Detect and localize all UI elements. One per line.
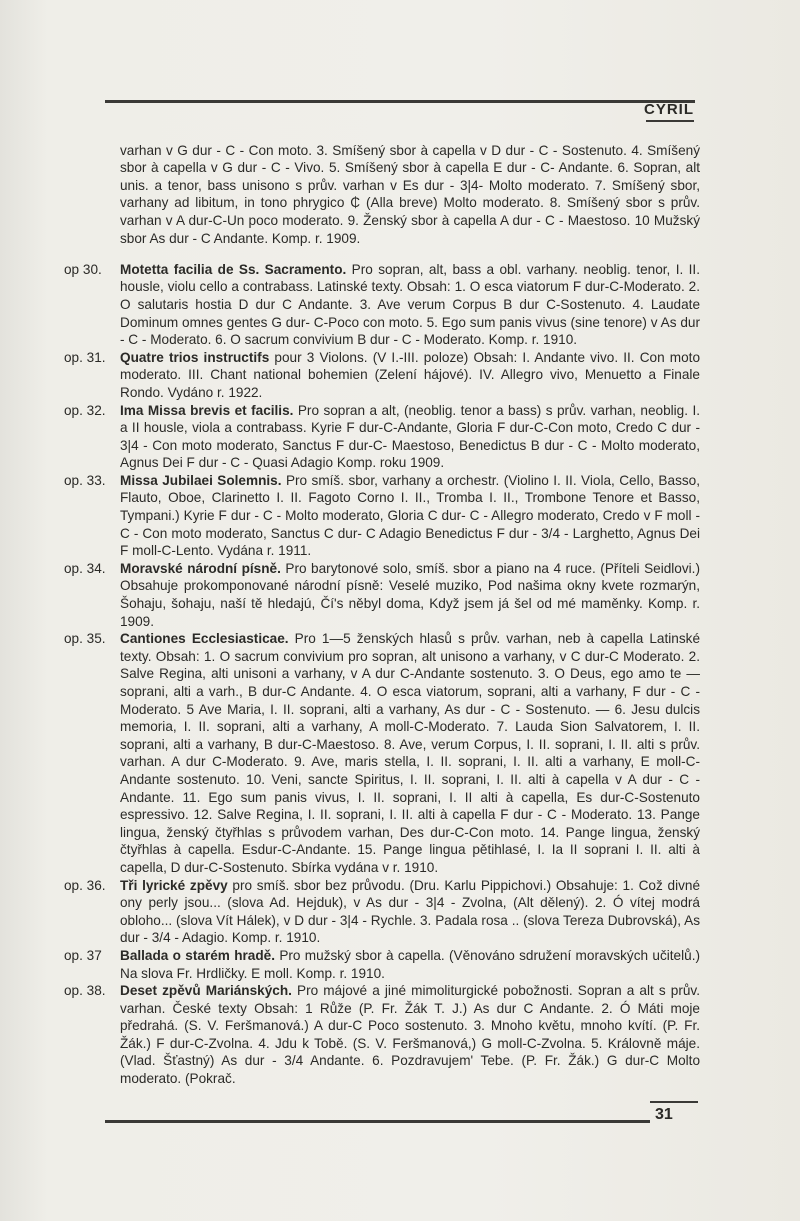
opus-description [120, 947, 700, 982]
opus-entry [64, 982, 700, 1088]
opus-entry [64, 560, 700, 630]
opus-description [120, 261, 700, 349]
catalog-text [64, 128, 700, 1088]
opus-title: Tři lyrické zpěvy [120, 877, 228, 893]
footer-short-rule [650, 1101, 698, 1103]
opus-details: pro smíš. sbor bez průvodu. (Dru. Karlu Pippichovi.) Obsahuje: 1. Což divné ony perly jsou... (slova Ad. Hejduk), v As dur - 3|4 - Zvolna, (Alt dělený). 2. Ó vítej modrá obloho... (slova Vít Hálek), v D dur - 3|4 - Rychle. 3. Padala rosa .. (slova Tereza Dubrovská), As dur - 3/4 - Adagio. Komp. r. 1910. [120, 877, 701, 946]
opus-number: op. 33. [64, 472, 106, 488]
opus-details: Pro mužský sbor à capella. (Věnováno sdružení moravských učitelů.) Na slova Fr. Hrdličky. E moll. Komp. r. 1910. [120, 947, 700, 981]
opus-number: op. 31. [64, 349, 106, 365]
continued-paragraph: varhan v G dur - C - Con moto. 3. Smíšený sbor à capella v D dur - C - Sostenuto. 4. Smíšený sbor à capella v G dur - C - Vivo. 5. Smíšený sbor à capella E dur - C- Andante. 6. Sopran, alt unis. a tenor, bass unisono s prův. varhan v Es dur - 3|4- Molto moderato. 7. Smíšený sbor, varhany ad libitum, in tono phrygico ₵ (Alla breve) Molto moderato. 8. Smíšený sbor s prův. varhan v A dur-C-Un poco moderato. 9. Ženský sbor à capella A dur - C - Maestoso. 10 Mužský sbor As dur - C Andante. Komp. r. 1909. [120, 142, 700, 246]
opus-number: op. 32. [64, 402, 106, 418]
opus-details: pour 3 Violons. (V I.-III. poloze) Obsah: I. Andante vivo. II. Con moto moderato. III. Chant national bohemien (Zelení hájové). IV. Allegro vivo, Menuetto a Finale Rondo. Vydáno r. 1922. [120, 349, 700, 400]
opus-number: op. 37 [64, 947, 102, 963]
opus-title: Ballada o starém hradě. [120, 947, 276, 963]
opus-title: Motetta facilia de Ss. Sacramento. [120, 261, 347, 277]
opus-details: Pro 1—5 ženských hlasů s prův. varhan, neb à capella Latinské texty. Obsah: 1. O sacrum convivium pro sopran, alt unisono a varhany, v C dur-C Moderato. 2. Salve Regina, alti unisoni a varhany, v A dur C-Andante sostenuto. 3. O Deus, ego amo te — soprani, alti a varh., B dur-C Andante. 4. O esca viatorum, soprani, alti a varhany, F dur - C - Moderato. 5 Ave Maria, I. II. soprani, alti a varhany, As dur - C - Sostenuto. — 6. Jesu dulcis memoria, I. II. soprani, alti a varhany, A moll-C-Moderato. 7. Lauda Sion Salvatorem, I. II. soprani, alti a varhany, B dur-C-Maestoso. 8. Ave, verum Corpus, I. II. soprani, I. II. alti s prův. varhan. A dur C-Moderato. 9. Ave, maris stella, I. II. soprani, I. II. alti a varhany, E moll-C-Andante sostenuto. 10. Veni, sancte Spiritus, I. II. soprani, I. II. alti à capella v A dur - C - Andante. 11. Ego sum panis vivus, I. II. soprani, I. II alti à capella, Es dur-C-Sostenuto espressivo. 12. Salve Regina, I. II. soprani, I. II. alti à capella F dur - C - Moderato. 13. Pange lingua, ženský čtyřhlas s průvodem varhan, Des dur-C-Con moto. 14. Pange lingua, ženský čtyřhlas à capella. Esdur-C-Andante. 15. Pange lingua pětihlasé, I. Ia II soprani I. II. alti à capella, D dur-C-Sostenuto. Sbírka vydána v r. 1910. [120, 631, 701, 875]
opus-entry [64, 947, 700, 982]
opus-title: Moravské národní písně. [120, 560, 281, 576]
opus-entry [64, 630, 700, 876]
opus-title: Missa Jubilaei Solemnis. [120, 472, 282, 488]
opus-description [120, 982, 700, 1088]
opus-entry [64, 261, 700, 349]
opus-details: Pro sopran, alt, bass a obl. varhany. neoblig. tenor, I. II. housle, violu cello a contrabass. Latinské texty. Obsah: 1. O esca viatorum F dur-C-Moderato. 2. O salutaris hostia D dur C Andante. 3. Ave verum Corpus B dur C-Sostenuto. 4. Laudate Dominum omnes gentes G dur- C-Poco con moto. 5. Ego sum panis vivus (sine tenore) v As dur - C - Moderato. 6. O sacrum convivium B dur - C - Moderato. Komp. r. 1910. [120, 261, 700, 348]
opus-title: Quatre trios instructifs [120, 349, 270, 365]
opus-number: op. 36. [64, 877, 106, 893]
opus-description [120, 472, 700, 560]
opus-entry [64, 877, 700, 947]
opus-description [120, 560, 700, 630]
opus-description [120, 877, 700, 947]
opus-description [120, 630, 700, 876]
opus-description [120, 349, 700, 402]
opus-number: op. 34. [64, 560, 106, 576]
opus-title: Deset zpěvů Mariánských. [120, 983, 292, 999]
opus-number: op. 38. [64, 983, 106, 999]
opus-title: Cantiones Ecclesiasticae. [120, 631, 289, 647]
opus-details: Pro májové a jiné mimoliturgické pobožnosti. Sopran a alt s prův. varhan. České texty Obsah: 1 Růže (P. Fr. Žák T. J.) As dur C Andante. 2. Ó Máti moje předrahá. (S. V. Feršmanová.) A dur-C Poco sostenuto. 3. Mnoho květu, mnoho kvítí. (P. Fr. Žák.) F dur-C-Zvolna. 4. Jdu k Tobě. (S. V. Feršmanová,) G moll-C-Zvolna. 5. Královně máje. (Vlad. Šťastný) As dur - 3/4 Andante. 6. Pozdravujem' Tebe. (P. Fr. Žák.) G dur-C Molto moderato. (Pokrač. [120, 983, 700, 1087]
opus-title: Ima Missa brevis et facilis. [120, 402, 294, 418]
opus-number: op. 35. [64, 631, 106, 647]
running-header: CYRIL [644, 101, 694, 118]
opus-list [64, 261, 700, 1088]
opus-entry [64, 472, 700, 560]
opus-details: Pro sopran a alt, (neoblig. tenor a bass) s prův. varhan, neoblig. I. a II housle, viola a contrabass. Kyrie F dur-C-Andante, Gloria F dur-C-Con moto, Credo C dur - 3|4 - Con moto moderato, Sanctus F dur-C- Maestoso, Benedictus B dur - C - Molto moderato, Agnus Dei F dur - C - Quasi Adagio Komp. roku 1909. [120, 402, 700, 471]
opus-number: op 30. [64, 261, 102, 277]
opus-details: Pro smíš. sbor, varhany a orchestr. (Violino I. II. Viola, Cello, Basso, Flauto, Oboe, Clarinetto I. II. Fagoto Corno I. II., Tromba I. II., Trombone Tenore et Basso, Tympani.) Kyrie F dur - C - Molto moderato, Gloria C dur- C - Allegro moderato, Credo v F moll - C - Con moto moderato, Sanctus C dur- C Adagio Benedictus F dur - 3/4 - Larghetto, Agnus Dei F moll-C-Lento. Vydána r. 1911. [120, 472, 700, 559]
opus-entry [64, 402, 700, 472]
footer-rule [105, 1120, 650, 1123]
opus-details: Pro barytonové solo, smíš. sbor a piano na 4 ruce. (Příteli Seidlovi.) Obsahuje prokomponované národní písně: Veselé muziko, Pod našima okny kvete rozmarýn, Šohaju, šohaju, naší tě hledajú, Čí's něbyl doma, Když jsem já šel od mé maměnky. Komp. r. 1909. [120, 560, 700, 629]
opus-description [120, 402, 700, 472]
opus-entry [64, 349, 700, 402]
header-rule [105, 100, 695, 103]
header-underline [646, 120, 694, 122]
page-number: 31 [655, 1106, 673, 1123]
